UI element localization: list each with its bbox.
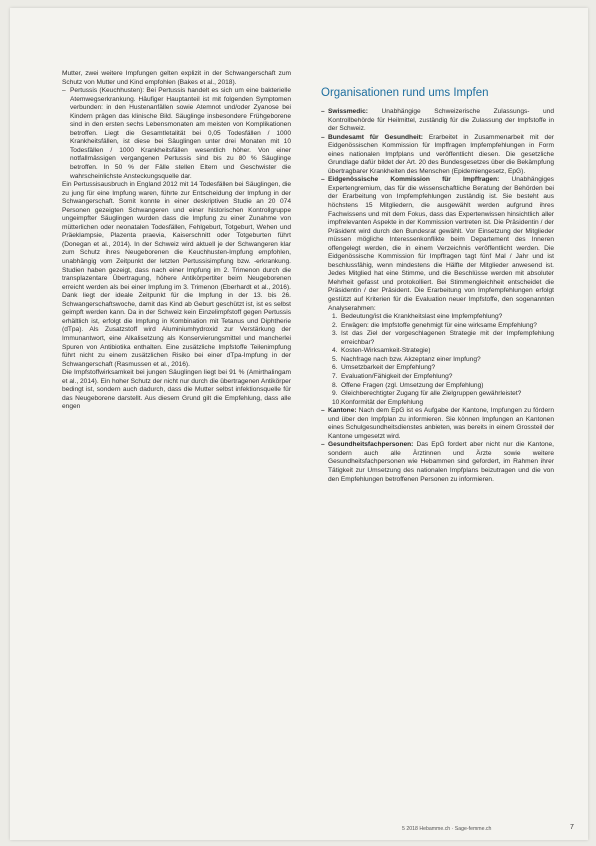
left-column (62, 70, 291, 412)
criteria-item: 2. Erwägen: die Impfstoffe genehmigt für eine wirksame Empfehlung? (332, 321, 537, 329)
document-page (10, 8, 588, 840)
list-item (321, 134, 554, 177)
body-paragraph: Die Impfstoffwirksamkeit bei jungen Säuglingen liegt bei 91 % (Amirthalingam et al., 2014). Ein hoher Schutz der nicht nur durch die übertragenen Antikörper bedingt ist, sondern auch dadurch, dass die Mutter selbst infektionsquelle für das Neugeborene darstellt. Aus diesem Grund gilt die Empfehlung, dass alle engen (62, 369, 291, 411)
section-heading: Organisationen rund ums Impfen (321, 87, 489, 99)
org-name: Swissmedic: (328, 108, 368, 115)
list-item (321, 407, 554, 441)
org-name: Bundesamt für Gesundheit: (328, 133, 423, 141)
organisation-list (321, 108, 554, 484)
org-text: Unabhängige Schweizerische Zulassungs- und Kontrollbehörde für Heilmittel, zuständig für die Zulassung der Impfstoffe in der Schweiz. (328, 108, 554, 133)
org-text: Erarbeitet in Zusammenarbeit mit der Eidgenössischen Kommission für Impffragen Impfempfehlungen in Form eines nationalen Impfplans und veröffentlicht diesen. Die gesetzliche Grundlage dafür bildet der Art. 20 des Bundesgesetzes über die Bekämpfung übertragbarer Krankheiten des Menschen (Epidemiengesetz, EpG). (328, 133, 554, 175)
list-item (321, 108, 554, 134)
criteria-item: 4. Kosten-Wirksamkeit-Strategie) (332, 347, 431, 355)
criteria-item: 10. Konformität der Empfehlung (332, 398, 424, 406)
criteria-item: 8. Offene Fragen (zgl. Umsetzung der Empfehlung) (332, 381, 484, 389)
org-text: Nach dem EpG ist es Aufgabe der Kantone, Impfungen zu fördern und über den Impfplan zu informieren. Sie können Impfungen an Kantonen eines Schulgesundheitsdienstes anbieten, was bereits in einem Grossteil der Kantone umgesetzt wird. (328, 407, 554, 440)
criteria-item: 7. Evaluation/Fähigkeit der Empfehlung? (332, 372, 453, 380)
body-paragraph: Ein Pertussisausbruch in England 2012 mit 14 Todesfällen bei Säuglingen, die zu jung für eine Impfung waren, führte zur Entscheidung der Impfung in der Schwangerschaft. Somit konnte in einer deskriptiven Studie an 20 074 Personen gezeigten Schwangeren und einer historischen Kontrollgruppe ungeimpfter Säuglingen wurden dass die Impfung zu einer Zunahme von mütterlichen oder neonatalen Todesfällen, Fehlgeburt, Totgeburt, Wehen und Präeklampsie, Plazenta praevia, Kaiserschnitt oder Totgeburten führt (Donegan et al., 2014). In der Schweiz wird aktuell je der Schwangeren klar zum Schutz ihres Neugeborenen die Keuchhusten-Impfung empfohlen, unabhängig vom Zeitpunkt der letzten Pertussisimpfung bzw. -erkrankung. Studien haben gezeigt, dass nach einer Impfung im 2. Trimenon durch die transplazentare Übertragung, höhere Antikörpertiter beim Neugeborenen erreicht werden als bei einer Impfung im 3. Trimenon (Eberhardt et al., 2016). Dank liegt der ideale Zeitpunkt für die Impfung in der 13. bis 26. Schwangerschaftswoche, damit das Kind ab Geburt geschützt ist, ist es selbst geimpft werden kann. Da in der Schweiz kein Einzelimpfstoff gegen Pertussis erhältlich ist, erfolgt die Impfung in Kombination mit Tetanus und Diphtherie (dTpa). Als Zusatzstoff wird Aluminiumhydroxid zur Verstärkung der Immunantwort, eine Alkalisetzung als Konservierungsmittel und mancherlei Spuren von Antibiotika enthalten. Eine zusätzliche Impfstoffe Teilenimpfung führt nicht zu einem zusätzlichen Risiko bei einer dTpa-Impfung in der Schwangerschaft (Rasmussen et al., 2016). (62, 181, 291, 368)
org-name: Gesundheitsfachpersonen: (328, 441, 414, 449)
criteria-item: 9. Gleichberechtigter Zugang für alle Zielgruppen gewährleistet? (332, 390, 522, 398)
org-text: Das EpG fordert aber nicht nur die Kantone, sondern auch alle Ärztinnen und Ärzte sowie weitere Gesundheitsfachpersonen wie Hebammen sind gefordert, im Rahmen ihrer Tätigkeit zur Umsetzung des nationalen Impfplans beizutragen und die von den Empfehlungen betroffenen Personen zu informieren. (328, 441, 554, 483)
page-number: 7 (570, 824, 574, 831)
issue-number: 5 2018 (402, 826, 418, 832)
org-name: Kantone: (328, 407, 357, 415)
org-text: Unabhängiges Expertengremium, das für die wissenschaftliche Beratung der Behörden bei der Erarbeitung von Impfempfehlungen zuständig ist. Sie besteht aus höchstens 15 Mitgliedern, die ausgewählt werden aufgrund ihres Fachwissens und mit dem Fokus, dass das Expertenwissen hinsichtlich aller impfrelevanten Aspekte in der Kommission vertreten ist. Die Präsidentin / der Präsident wird durch den Bundesrat gewählt. Vor Einsetzung der Mitglieder müssen mögliche Interessenkonflikte beim Departement des Inneren offengelegt werden, die in einem Verzeichnis veröffentlicht werden. Die Eidgenössische Kommission für Impffragen tagt fünf Mal / Jahr und ist beschlussfähig, wenn mindestens die Hälfte der Mitglieder anwesend ist. Jedes Mitglied hat eine Stimme, und die Beschlüsse werden mit absoluter Mehrheit gefasst und protokolliert. Bei Stimmengleichheit entscheidet die Präsidentin / der Präsident. Die Erarbeitung von Impfempfehlungen erfolgt gestützt auf Kriterien für die Evaluation neuer Impfstoffe, den sogenannten Analyserahmen: (328, 176, 554, 312)
criteria-list (328, 313, 554, 407)
criteria-item: 6. Umsetzbarkeit der Empfehlung? (332, 364, 436, 372)
list-item (321, 176, 554, 407)
list-item (321, 441, 554, 484)
page-footer (402, 826, 578, 832)
disease-list (62, 87, 291, 181)
criteria-item: 3. Ist das Ziel der vorgeschlagenen Strategie mit der Impfempfehlung erreichbar? (332, 330, 554, 346)
org-name: Eidgenössische Kommission für Impffragen: (328, 176, 500, 184)
intro-paragraph: Mutter, zwei weitere Impfungen gelten explizit in der Schwangerschaft zum Schutz von Mutter und Kind empfohlen (Bakes et al., 2018). (62, 70, 291, 86)
right-column (321, 108, 554, 484)
journal-name: Hebamme.ch · Sage-femme.ch (419, 826, 492, 832)
criteria-item: 5. Nachfrage nach bzw. Akzeptanz einer Impfung? (332, 355, 481, 363)
criteria-item: 1. Bedeutung/ist die Krankheitslast eine Impfempfehlung? (332, 313, 503, 321)
list-item: – Pertussis (Keuchhusten): Bei Pertussis handelt es sich um eine bakterielle Atemwegserkrankung. Häufiger Hauptanteil ist mit folgenden Symptomen verbunden: in den Hustenanfällen sowie Atemnot und/oder Zyanose bei Kindern prägen das klinische Bild. Säuglinge insbesondere Frühgeborene sind in den ersten sechs Lebensmonaten am meisten von Komplikationen betroffen. Liegt die Gesamtletalität bei 0,05 Todesfällen / 1000 Krankheitsfällen, ist diese bei Säuglingen unter drei Monaten mit 10 Todesfällen / 1000 Krankheitsfällen wesentlich höher. Von einer notfallmässigen vergangenen Pertussis sind bis zu 80 % Säuglinge betroffen. In 50 % der Fälle stellen Eltern und Geschwister die wahrscheinlichste Ansteckungsquelle dar. (62, 87, 291, 181)
